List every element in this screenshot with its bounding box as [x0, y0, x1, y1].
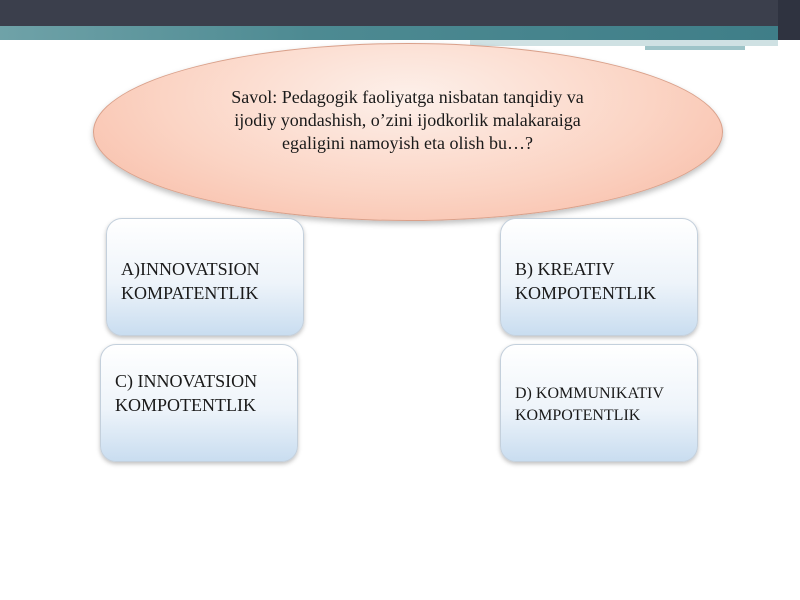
answer-c-line-1: C) INNOVATSION	[115, 371, 258, 391]
answer-b-line-1: B) KREATIV	[515, 259, 615, 279]
slide-header-corner	[778, 0, 800, 40]
answer-option-b[interactable]	[500, 218, 698, 336]
answer-a-line-1: A)INNOVATSION	[121, 259, 260, 279]
answer-b-line-2: KOMPOTENTLIK	[515, 283, 656, 303]
question-line-3: egaligini namoyish eta olish bu…?	[282, 133, 533, 153]
answer-d-label	[515, 383, 664, 427]
slide-header-bar	[0, 0, 800, 26]
answer-a-line-2: KOMPATENTLIK	[121, 283, 259, 303]
question-line-2: ijodiy yondashish, o’zini ijodkorlik malakaraiga	[234, 110, 581, 130]
answer-b-label	[515, 257, 656, 305]
answer-c-label	[115, 369, 257, 417]
answer-option-d[interactable]	[500, 344, 698, 462]
answer-a-label	[121, 257, 260, 305]
question-text	[205, 86, 610, 155]
answer-d-line-1: D) KOMMUNIKATIV	[515, 385, 664, 402]
answer-c-line-2: KOMPOTENTLIK	[115, 395, 256, 415]
slide-accent-strip	[0, 26, 778, 40]
slide-accent-highlight-small	[645, 46, 745, 50]
answer-d-line-2: KOMPOTENTLIK	[515, 407, 641, 424]
question-line-1: Savol: Pedagogik faoliyatga nisbatan tanqidiy va	[231, 87, 584, 107]
answer-option-c[interactable]	[100, 344, 298, 462]
answer-option-a[interactable]	[106, 218, 304, 336]
